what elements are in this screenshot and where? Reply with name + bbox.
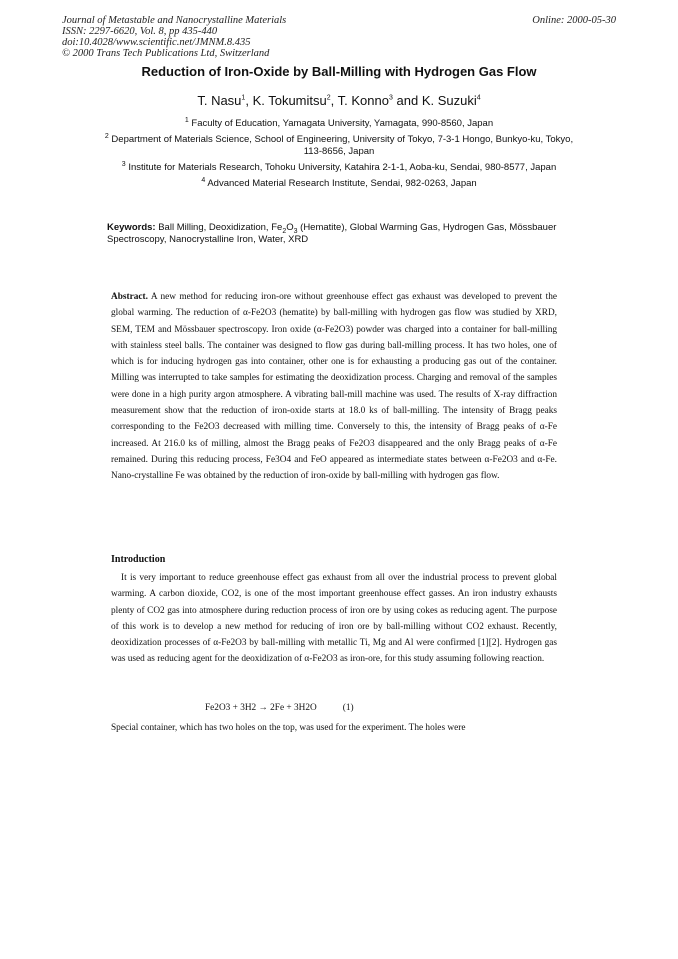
introduction-heading: Introduction xyxy=(111,554,166,565)
keywords-sub: 2 xyxy=(282,227,287,235)
journal-line: doi:10.4028/www.scientific.net/JMNM.8.435 xyxy=(62,37,251,48)
affiliation-list xyxy=(100,118,578,194)
journal-line: Journal of Metastable and Nanocrystalline Materials xyxy=(62,15,287,26)
keywords-text: Ball Milling, Deoxidization, Fe xyxy=(158,222,283,233)
keywords-text: (Hematite), Global Warming Gas, Hydrogen Gas, Mössbauer Spectroscopy, Nanocrystalline Iron, Water, XRD xyxy=(107,222,557,245)
affiliation xyxy=(100,162,578,174)
equation-text: Fe2O3 + 3H2 → 2Fe + 3H2O xyxy=(205,703,317,713)
affiliation-sup: 2 xyxy=(104,132,109,140)
equation-number: (1) xyxy=(342,703,354,713)
keywords-sub: 3 xyxy=(293,227,298,235)
affiliation-text: Advanced Material Research Institute, Sendai, 982-0263, Japan xyxy=(207,178,477,189)
affiliation xyxy=(100,134,578,158)
affiliation xyxy=(100,118,578,130)
affiliation-text: Faculty of Education, Yamagata University, Yamagata, 990-8560, Japan xyxy=(191,118,494,129)
online-date: Online: 2000-05-30 xyxy=(532,15,616,26)
author-sep: and xyxy=(392,93,422,108)
author-name: T. Konno xyxy=(337,93,389,108)
journal-info xyxy=(62,15,462,59)
affiliation-sup: 3 xyxy=(121,160,126,168)
keywords-text: O xyxy=(286,222,294,233)
affiliation-text: Department of Materials Science, School of Engineering, University of Tokyo, 7-3-1 Hongo, Bunkyo-ku, Tokyo, 113-8656, Japan xyxy=(111,134,574,157)
journal-line: © 2000 Trans Tech Publications Ltd, Switzerland xyxy=(62,48,270,59)
author-name: K. Tokumitsu xyxy=(252,93,327,108)
affiliation-sup: 4 xyxy=(201,176,206,184)
keywords-label: Keywords: xyxy=(107,222,156,233)
abstract-label: Abstract. xyxy=(111,292,148,302)
closing-text: Special container, which has two holes on the top, was used for the experiment. The holes were xyxy=(111,723,466,733)
affiliation xyxy=(100,178,578,190)
reaction-equation xyxy=(205,703,354,713)
abstract-text: A new method for reducing iron-ore without greenhouse effect gas exhaust was developed to prevent the global warming. The reduction of α-Fe2O3 (hematite) by ball-milling with hydrogen gas flow was studied by XRD, SEM, TEM and Mössbauer spectroscopy. Iron oxide (α-Fe2O3) powder was charged into a container for ball-milling with stainless steel balls. The container was designed to flow gas during ball-milling process. It has two holes, one of which is for inducing hydrogen gas into container, other one is for exhausting a producing gas out of the container. Milling was interrupted to take samples for estimating the deoxidization process. Charging and removal of the samples were done in a high purity argon atmosphere. A vibrating ball-mill machine was used. The results of X-ray diffraction measurement show that the reduction of iron-oxide starts at 18.0 ks of ball-milling. The intensity of Bragg peaks corresponding to the Fe2O3 decreased with milling time. Conversely to this, the intensity of Bragg peaks of α-Fe increased. At 216.0 ks of milling, almost the Bragg peaks of Fe2O3 disappeared and the only Bragg peaks of α-Fe remained. During this reducing process, Fe3O4 and FeO appeared as intermediate states between α-Fe2O3 and α-Fe. Nano-crystalline Fe was obtained by the reduction of iron-oxide by ball-milling with hydrogen gas flow. xyxy=(111,292,558,482)
paper-title: Reduction of Iron-Oxide by Ball-Milling with Hydrogen Gas Flow xyxy=(141,64,537,79)
introduction-text: It is very important to reduce greenhouse effect gas exhaust from all over the industrial process to prevent global warming. A carbon dioxide, CO2, is one of the most important greenhouse effect gasses. An iron industry exhausts plenty of CO2 gas into atmosphere during reduction process of iron ore by using cokes as reducing agent. The purpose of this work is to develop a new method for reducing of iron ore by ball-milling without CO2 exhaust. Recently, deoxidization processes of α-Fe2O3 by ball-milling with metallic Ti, Mg and Al were confirmed [1][2]. Hydrogen gas was used as reducing agent for the deoxidization of α-Fe2O3 as iron-ore, for this study assuming following reaction. xyxy=(111,573,557,665)
author-sup: 4 xyxy=(476,94,481,102)
author-sup: 3 xyxy=(388,94,393,102)
author-list xyxy=(0,93,678,108)
affiliation-text: Institute for Materials Research, Tohoku University, Katahira 2-1-1, Aoba-ku, Sendai, 980-8577, Japan xyxy=(128,162,557,173)
author-sup: 1 xyxy=(241,94,246,102)
author-sep: , xyxy=(330,93,338,108)
author-sup: 2 xyxy=(326,94,331,102)
affiliation-sup: 1 xyxy=(184,116,189,124)
journal-line: ISSN: 2297-6620, Vol. 8, pp 435-440 xyxy=(62,26,218,37)
keywords xyxy=(107,222,567,246)
author-sep: , xyxy=(245,93,253,108)
author-name: T. Nasu xyxy=(197,93,242,108)
abstract xyxy=(111,289,557,485)
author-name: K. Suzuki xyxy=(421,93,477,108)
